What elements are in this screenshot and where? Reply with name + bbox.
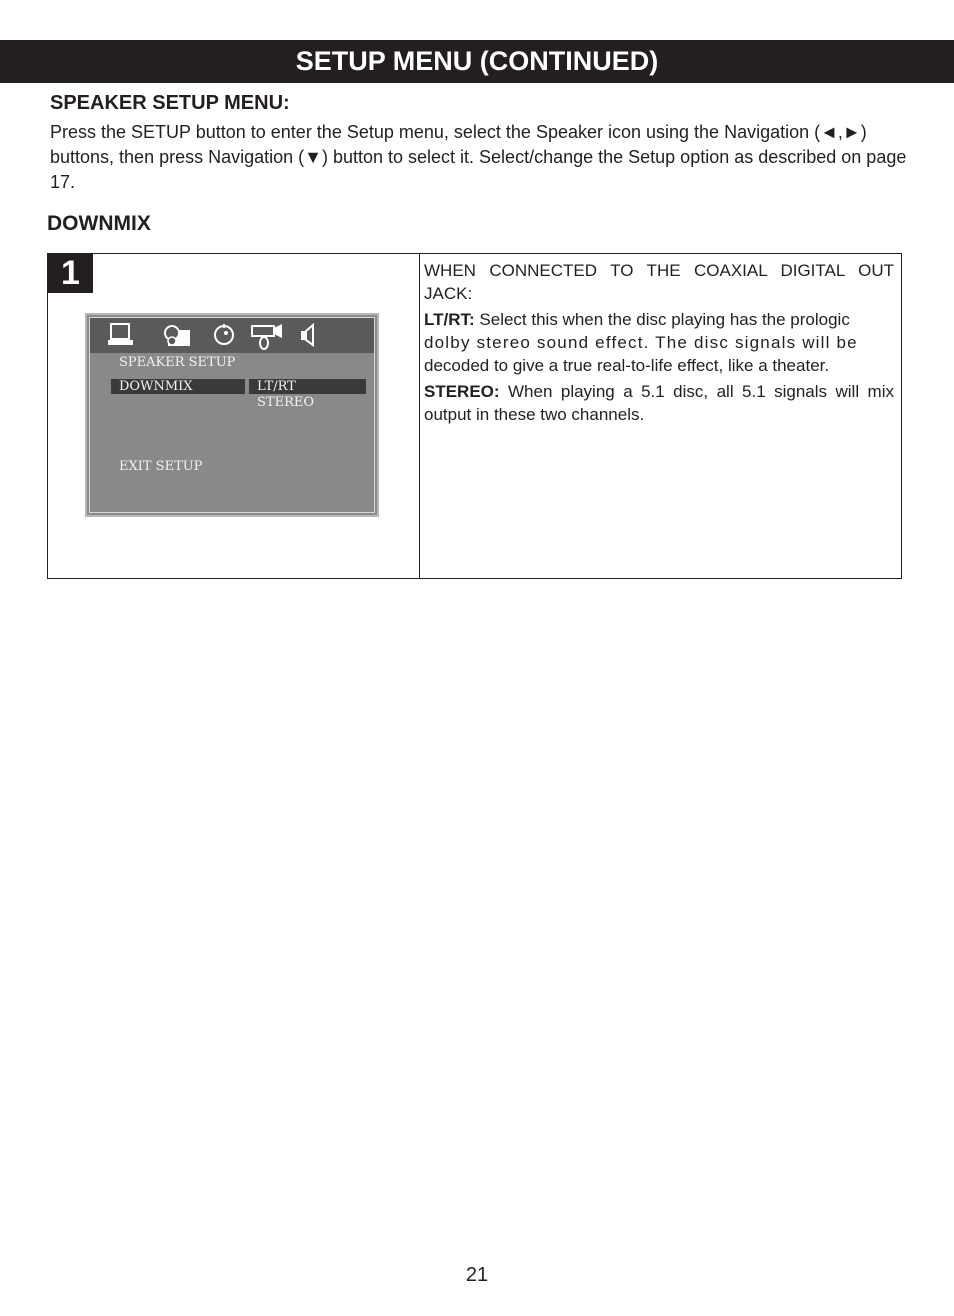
- ltrt-term: LT/RT:: [424, 310, 475, 329]
- column-divider: [419, 254, 420, 578]
- monitor-icon: [108, 322, 134, 348]
- step-number-badge: 1: [48, 254, 93, 293]
- description-intro: [424, 259, 894, 305]
- disc-user-icon: [162, 322, 192, 348]
- osd-icon-bar: [90, 318, 374, 353]
- osd-exit-setup[interactable]: EXIT SETUP: [119, 459, 203, 474]
- osd-screen: [85, 313, 379, 517]
- speaker-icon: [298, 322, 318, 348]
- osd-menu-title: SPEAKER SETUP: [119, 355, 236, 370]
- stereo-term: STEREO:: [424, 382, 500, 401]
- description-ltrt: [424, 308, 894, 377]
- intro-paragraph: Press the SETUP button to enter the Setup menu, select the Speaker icon using the Navigation (◄,►) buttons, then press Navigation (▼) button to select it. Select/change the Setup option as described on page 17.: [50, 122, 907, 192]
- camera-icon: [250, 322, 284, 350]
- knob-icon: [212, 322, 236, 348]
- page-banner: SETUP MENU (CONTINUED): [0, 40, 954, 83]
- description-stereo: [424, 380, 894, 426]
- page-number: 21: [465, 1264, 489, 1286]
- osd-option-ltrt[interactable]: LT/RT: [257, 379, 296, 394]
- step-table: [47, 253, 902, 579]
- osd-screen-inner: [89, 317, 375, 513]
- step-description: [424, 259, 894, 429]
- ltrt-text-2: dolby stereo sound effect. The disc signals will be: [424, 333, 858, 352]
- stereo-text: When playing a 5.1 disc, all 5.1 signals will mix output in these two channels.: [424, 382, 894, 424]
- description-intro-text: WHEN CONNECTED TO THE COAXIAL DIGITAL OUT JACK:: [424, 261, 894, 303]
- section-title: SPEAKER SETUP MENU:: [50, 92, 290, 114]
- osd-option-stereo[interactable]: STEREO: [257, 395, 315, 410]
- ltrt-text-1: Select this when the disc playing has the prologic: [474, 310, 850, 329]
- subsection-title: DOWNMIX: [47, 212, 151, 235]
- osd-item-downmix[interactable]: DOWNMIX: [119, 379, 193, 394]
- ltrt-text-3: decoded to give a true real-to-life effect, like a theater.: [424, 356, 830, 375]
